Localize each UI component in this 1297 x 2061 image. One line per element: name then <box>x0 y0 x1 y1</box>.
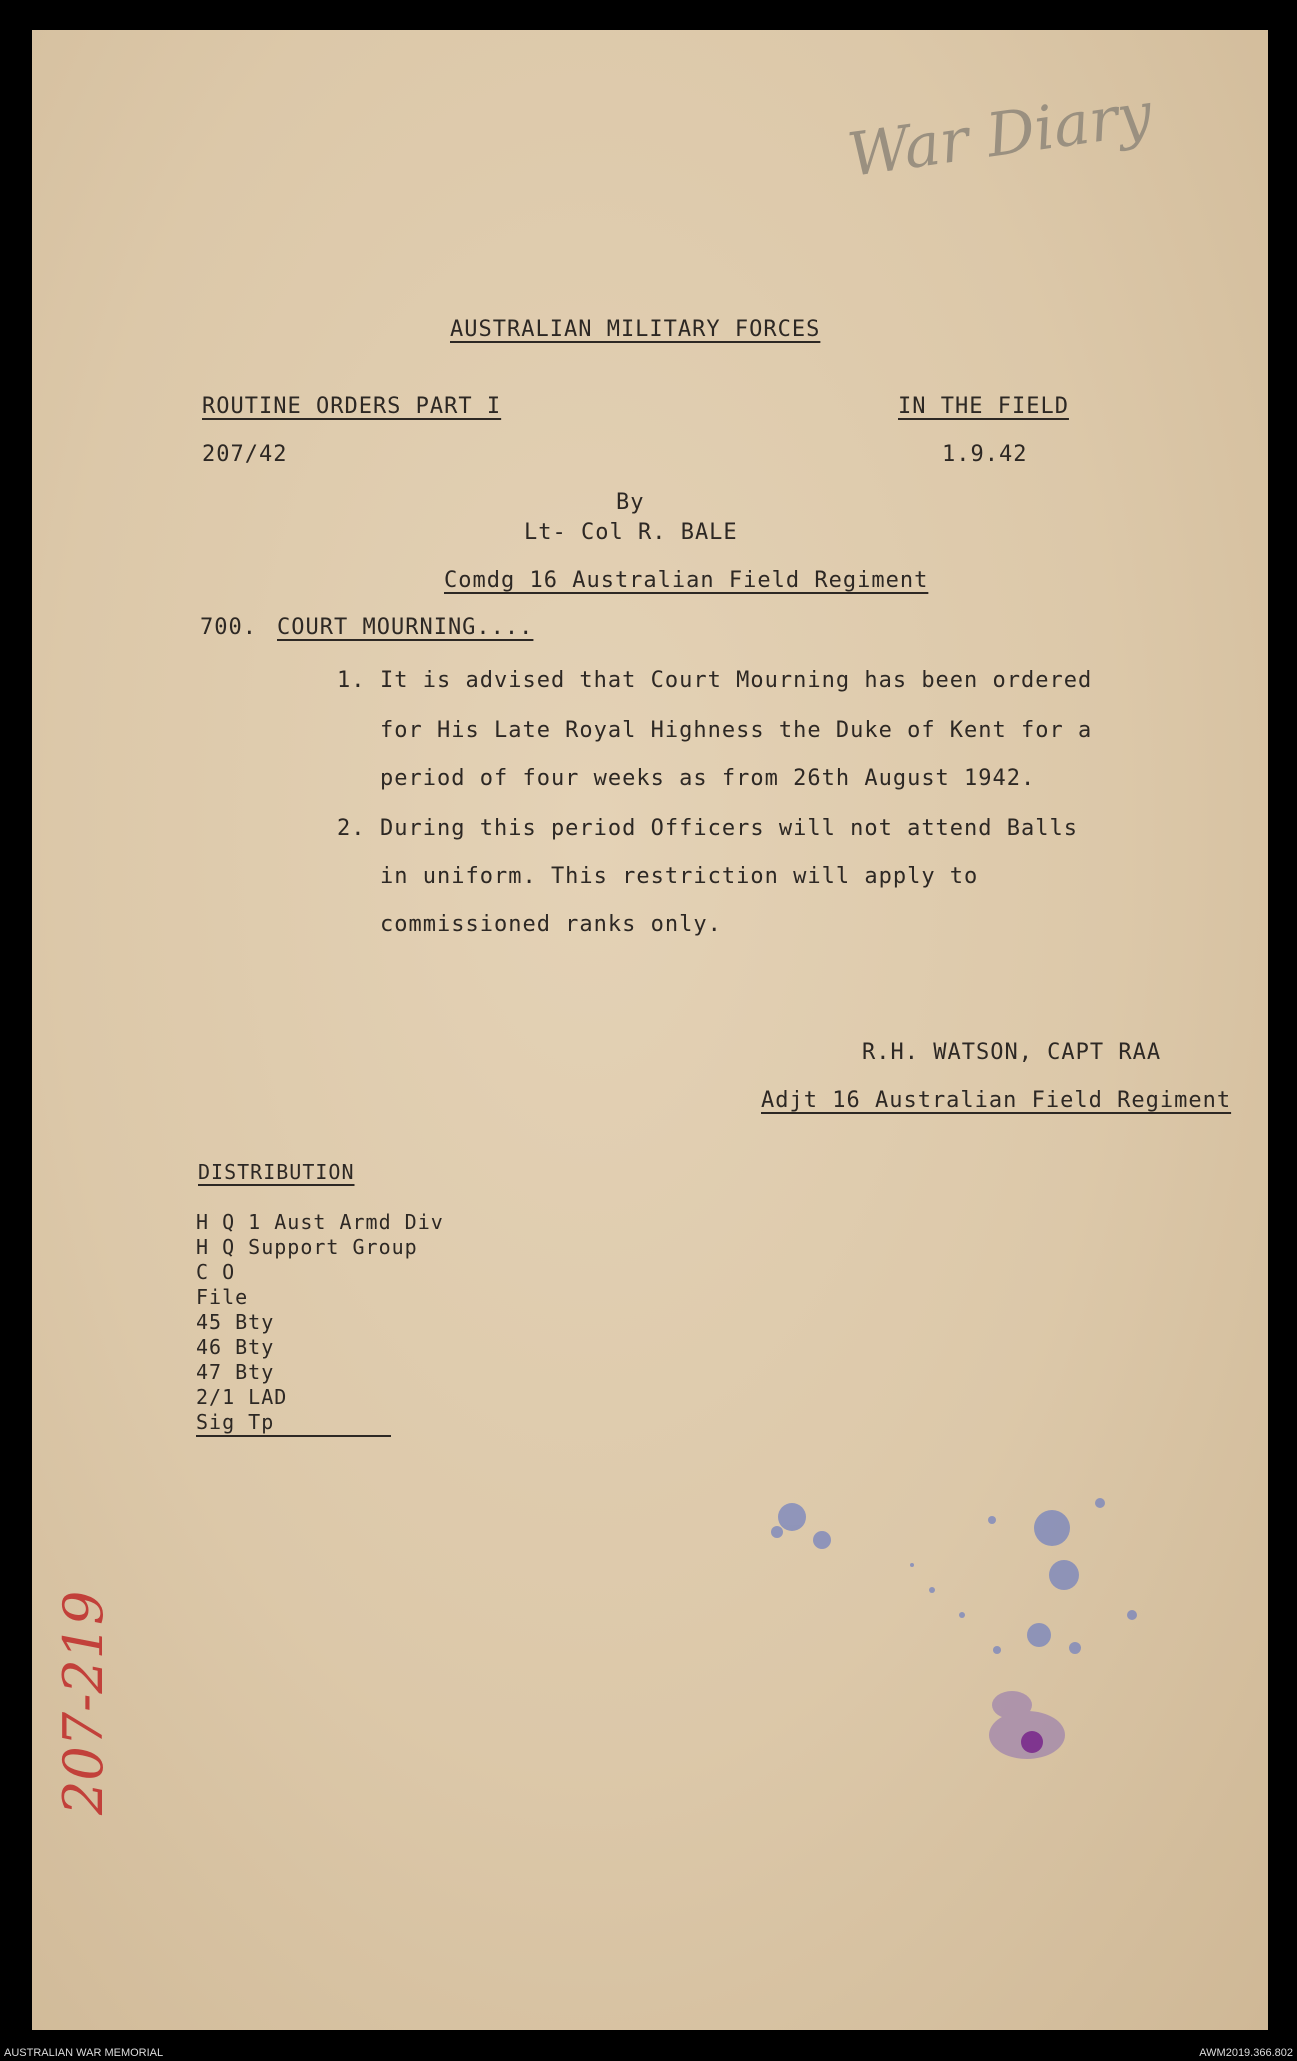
distribution-item: File <box>196 1285 249 1309</box>
distribution-item: Sig Tp <box>196 1410 391 1437</box>
footer-credit: AUSTRALIAN WAR MEMORIAL <box>4 2047 164 2059</box>
signatory: R.H. WATSON, CAPT RAA <box>862 1040 1162 1065</box>
by-label: By <box>616 490 645 515</box>
footer-accession-number: AWM2019.366.802 <box>1199 2047 1293 2059</box>
handwritten-war-diary-note: War Diary <box>843 79 1157 191</box>
commander-name: Lt- Col R. BALE <box>524 520 738 545</box>
paragraph-1-line-3: period of four weeks as from 26th August 1942. <box>380 766 1036 791</box>
ink-stain <box>32 30 1268 2030</box>
orders-title: ROUTINE ORDERS PART I <box>202 394 502 419</box>
paragraph-1-line-2: for His Late Royal Highness the Duke of Kent for a <box>380 718 1093 743</box>
document-header: AUSTRALIAN MILITARY FORCES <box>450 317 821 342</box>
paragraph-1-number: 1. <box>337 668 366 693</box>
item-number: 700. <box>200 615 257 640</box>
distribution-item: C O <box>196 1260 236 1284</box>
paragraph-2-number: 2. <box>337 816 366 841</box>
distribution-item: 45 Bty <box>196 1310 275 1334</box>
location: IN THE FIELD <box>898 394 1069 419</box>
distribution-item: H Q 1 Aust Armd Div <box>196 1210 444 1234</box>
distribution-title: DISTRIBUTION <box>198 1160 355 1184</box>
item-title: COURT MOURNING.... <box>277 615 534 640</box>
document-page <box>32 30 1268 2030</box>
distribution-item: H Q Support Group <box>196 1235 418 1259</box>
paragraph-2-line-2: in uniform. This restriction will apply to <box>380 864 979 889</box>
distribution-item: 47 Bty <box>196 1360 275 1384</box>
command-title: Comdg 16 Australian Field Regiment <box>444 568 929 593</box>
order-number: 207/42 <box>202 442 288 467</box>
signatory-title: Adjt 16 Australian Field Regiment <box>761 1088 1232 1113</box>
distribution-item: 46 Bty <box>196 1335 275 1359</box>
order-date: 1.9.42 <box>942 442 1028 467</box>
paragraph-1-line-1: It is advised that Court Mourning has been ordered <box>380 668 1093 693</box>
paragraph-2-line-3: commissioned ranks only. <box>380 912 722 937</box>
handwritten-margin-number: 207-219 <box>52 1590 115 1815</box>
paragraph-2-line-1: During this period Officers will not attend Balls <box>380 816 1079 841</box>
distribution-item: 2/1 LAD <box>196 1385 288 1409</box>
